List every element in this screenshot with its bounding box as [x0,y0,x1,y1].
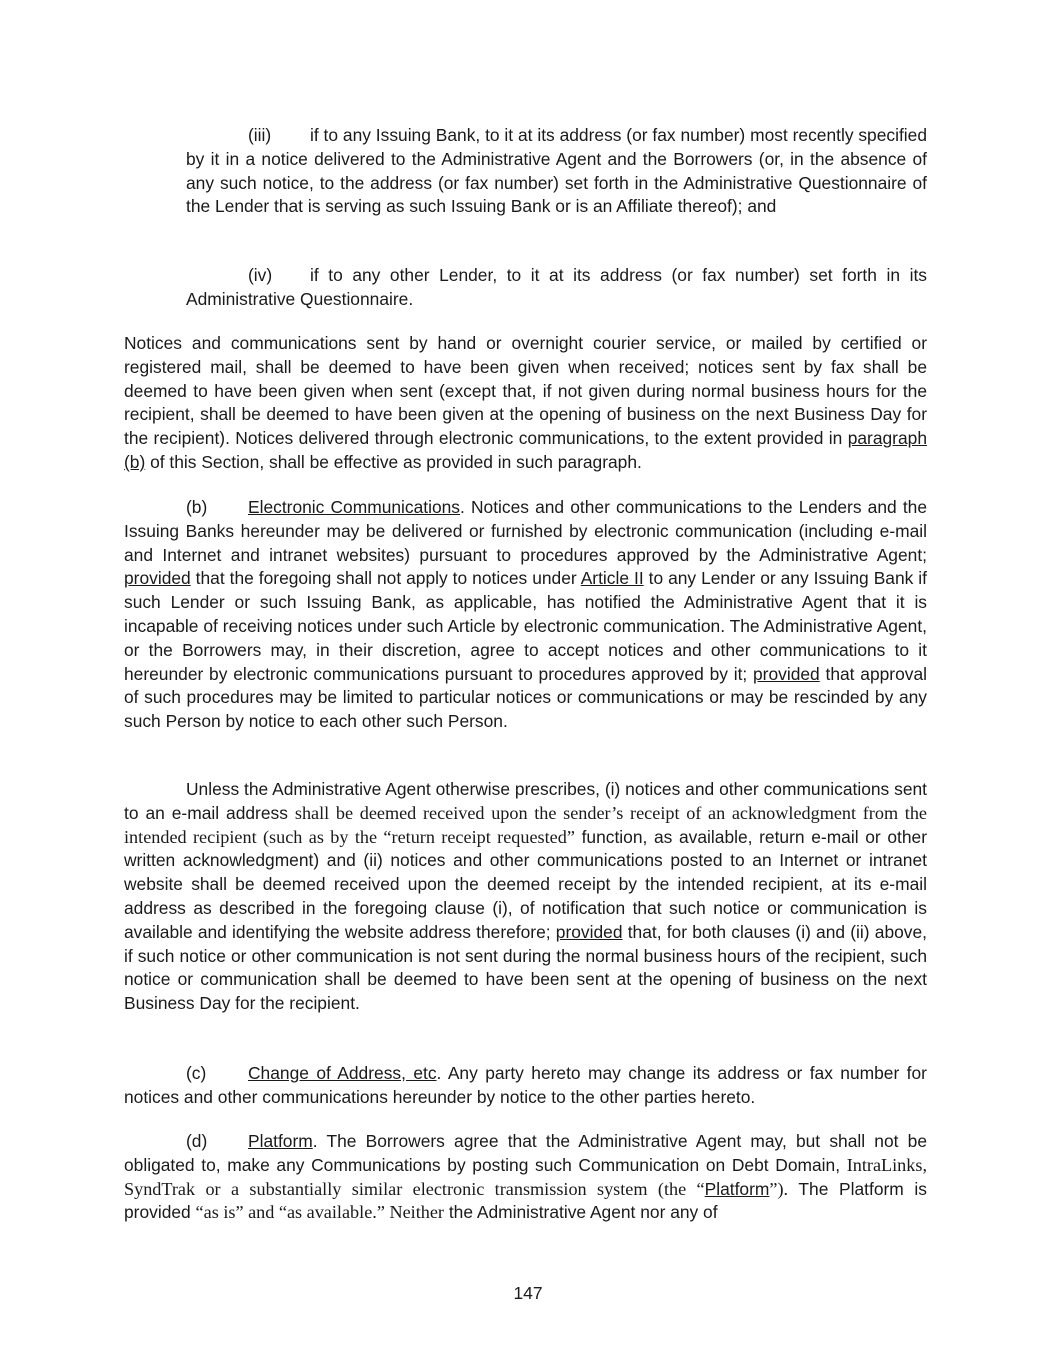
section-b-text-3: to any Lender or any Issuing Bank if such Lender or such Issuing Bank, as applicable, has notified the Administrative Agent that it is incapable of receiving notices under such Article by electronic communication. The Administrative Agent, or the Borrowers may, in their discretion, agree to accept notices and other communications to it hereunder by electronic communications pursuant to procedures approved by it; [124,568,927,684]
unless-text-3: that, for both clauses (i) and (ii) above, if such notice or other communication is not sent during the normal business hours of the recipient, such notice or communication shall be deemed to have been sent at the opening of business on the next Business Day for the recipient. [124,921,927,1014]
section-d-serif-2: ”). [769,1178,789,1199]
section-d-paragraph [124,1130,927,1225]
section-d-text-1: . The Borrowers agree that the Administrative Agent may, but shall not be obligated to, make any Communications by posting such Communication on Debt Domain, [124,1131,927,1175]
section-b-text-4: that approval of such procedures may be limited to particular notices or communications or may be rescinded by any such Person by notice to each other such Person. [124,663,927,732]
section-d-text-3: the Administrative Agent nor any of [443,1202,718,1223]
section-b-heading: Electronic Communications [248,497,460,517]
clause-iv-label: (iv) [248,265,273,285]
section-d-heading: Platform [248,1131,313,1151]
notices-text-2: of this Section, shall be effective as provided in such paragraph. [145,451,642,472]
section-b-paragraph [124,496,927,734]
section-d-serif-3: “as is” and “as available.” Neither [195,1202,444,1223]
section-d-serif-1: IntraLinks, SyndTrak or a substantially similar electronic transmission system (the “ [124,1154,927,1199]
section-b-text-2: that the foregoing shall not apply to notices under [190,568,581,589]
page-number: 147 [513,1283,543,1303]
notices-text-1: Notices and communications sent by hand or overnight courier service, or mailed by certified or registered mail, shall be deemed to have been given when received; notices sent by fax shall be deemed to have been given when sent (except that, if not given during normal business hours for the recipient, shall be deemed to have been given at the opening of business on the next Business Day for the recipient). Notices delivered through electronic communications, to the extent provided in [124,333,927,449]
unless-serif-text: shall be deemed received upon the sender’s receipt of an acknowledgment from the intended recipient (such as by the “return receipt requested” [124,802,927,847]
paragraph-b-link[interactable]: paragraph (b) [124,428,927,472]
provided-term-2: provided [753,663,820,684]
section-c-label: (c) [186,1063,207,1083]
section-b-text-1: . Notices and other communications to the Lenders and the Issuing Banks hereunder may be delivered or furnished by electronic communication (including e-mail and Internet and intranet websites) pursuant to procedures approved by the Administrative Agent; [124,497,927,565]
section-c-text: . Any party hereto may change its address or fax number for notices and other communications hereunder by notice to the other parties hereto. [124,1063,927,1107]
section-d-label: (d) [186,1131,208,1151]
notices-paragraph [124,332,927,475]
clause-iii-text: if to any Issuing Bank, to it at its address (or fax number) most recently specified by it in a notice delivered to the Administrative Agent and the Borrowers (or, in the absence of any such notice, to the address (or fax number) set forth in the Administrative Questionnaire of the Lender that is serving as such Issuing Bank or is an Affiliate thereof); and [186,125,927,217]
clause-iv-text: if to any other Lender, to it at its address (or fax number) set forth in its Administrative Questionnaire. [186,265,927,309]
unless-text-2: function, as available, return e-mail or other written acknowledgment) and (ii) notices and other communications posted to an Internet or intranet website shall be deemed received upon the deemed receipt by the intended recipient, at its e-mail address as described in the foregoing clause (i), of notification that such notice or communication is available and identifying the website address therefore; [124,826,927,942]
unless-text-1: Unless the Administrative Agent otherwise prescribes, (i) notices and other communications sent to an e-mail address [124,779,927,823]
clause-iii [186,124,927,219]
section-c-heading: Change of Address, etc [248,1063,437,1083]
unless-paragraph [124,778,927,1016]
section-d-text-2: The Platform is provided [124,1178,927,1223]
clause-iii-label: (iii) [248,125,272,145]
section-b-label: (b) [186,497,208,517]
provided-term-3: provided [555,921,623,942]
platform-defined-term: Platform [704,1178,770,1199]
section-c-paragraph [124,1062,927,1110]
provided-term-1: provided [124,568,191,589]
article-ii-link[interactable]: Article II [580,568,644,589]
clause-iv [186,264,927,312]
